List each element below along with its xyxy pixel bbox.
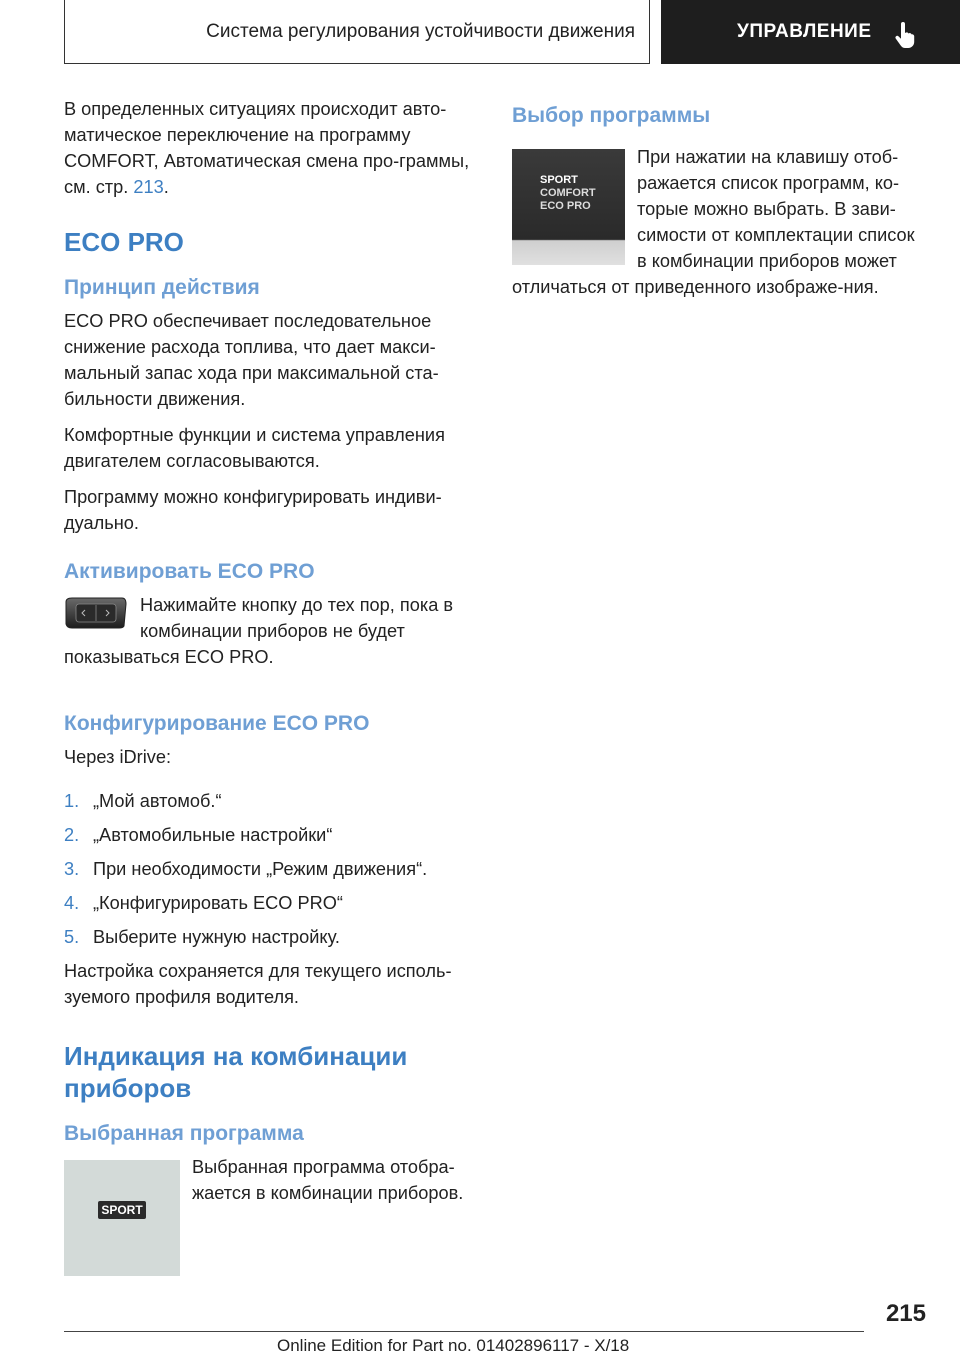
left-column [64,96,476,1276]
chapter-title: УПРАВЛЕНИЕ [737,21,872,42]
page-link[interactable]: 213 [133,177,164,197]
footer-divider [64,1331,864,1332]
config-saved-paragraph: Настройка сохраняется для текущего исполь-зуемого профиля водителя. [64,961,452,1007]
list-item: 1. „Мой автомоб.“ [64,791,222,811]
pointing-hand-icon [893,22,917,50]
choose-program-paragraph: При нажатии на клавишу отоб-ражается список программ, ко-торые можно выбрать. В зави-симости от комплектации список в комбинации приборов может отличаться от приведенного изображе-ния. [512,147,915,297]
menu-item-sport: SPORT [540,174,578,186]
driving-mode-button-image [64,596,128,630]
config-steps-list [64,788,476,950]
selected-program-heading: Выбранная программа [64,1122,304,1145]
indication-heading: Индикация на комбинации приборов [64,1041,408,1103]
menu-item-eco-pro: ECO PRO [540,200,591,212]
config-via: Через iDrive: [64,747,171,767]
menu-item-comfort: COMFORT [540,187,596,199]
intro-paragraph: В определенных ситуациях происходит авто-матическое переключение на программу COMFORT, Автоматическая смена про-граммы, см. стр. 213. [64,99,470,197]
list-item: 3. При необходимости „Режим движения“. [64,859,428,879]
principle-paragraph-2: Комфортные функции и система управления двигателем согласовываются. [64,425,445,471]
principle-paragraph-1: ECO PRO обеспечивает последовательное снижение расхода топлива, что дает макси-мальный запас хода при максимальной ста-бильности движения. [64,311,439,409]
footer-edition: Online Edition for Part no. 01402896117 - X/18 [277,1336,630,1355]
list-item: 5. Выберите нужную настройку. [64,927,340,947]
sport-display-image [64,1160,180,1276]
principle-paragraph-3: Программу можно конфигурировать индиви-дуально. [64,487,442,533]
activate-paragraph: Нажимайте кнопку до тех пор, пока в комбинации приборов не будет показываться ECO PRO. [64,595,454,667]
eco-pro-heading: ECO PRO [64,227,184,257]
config-heading: Конфигурирование ECO PRO [64,712,370,735]
selected-program-paragraph: Выбранная программа отобра-жается в комбинации приборов. [192,1157,464,1203]
list-item: 2. „Автомобильные настройки“ [64,825,333,845]
principle-heading: Принцип действия [64,276,260,299]
choose-program-heading: Выбор программы [512,104,711,127]
page-number: 215 [885,1300,926,1327]
sport-badge: SPORT [98,1201,146,1219]
header-section-title [64,0,650,64]
program-list-image [512,149,625,265]
right-column [512,96,924,310]
list-item: 4. „Конфигурировать ECO PRO“ [64,893,343,913]
header-chapter [661,0,960,64]
section-title: Система регулирования устойчивости движения [206,20,635,42]
activate-heading: Активировать ECO PRO [64,560,315,583]
